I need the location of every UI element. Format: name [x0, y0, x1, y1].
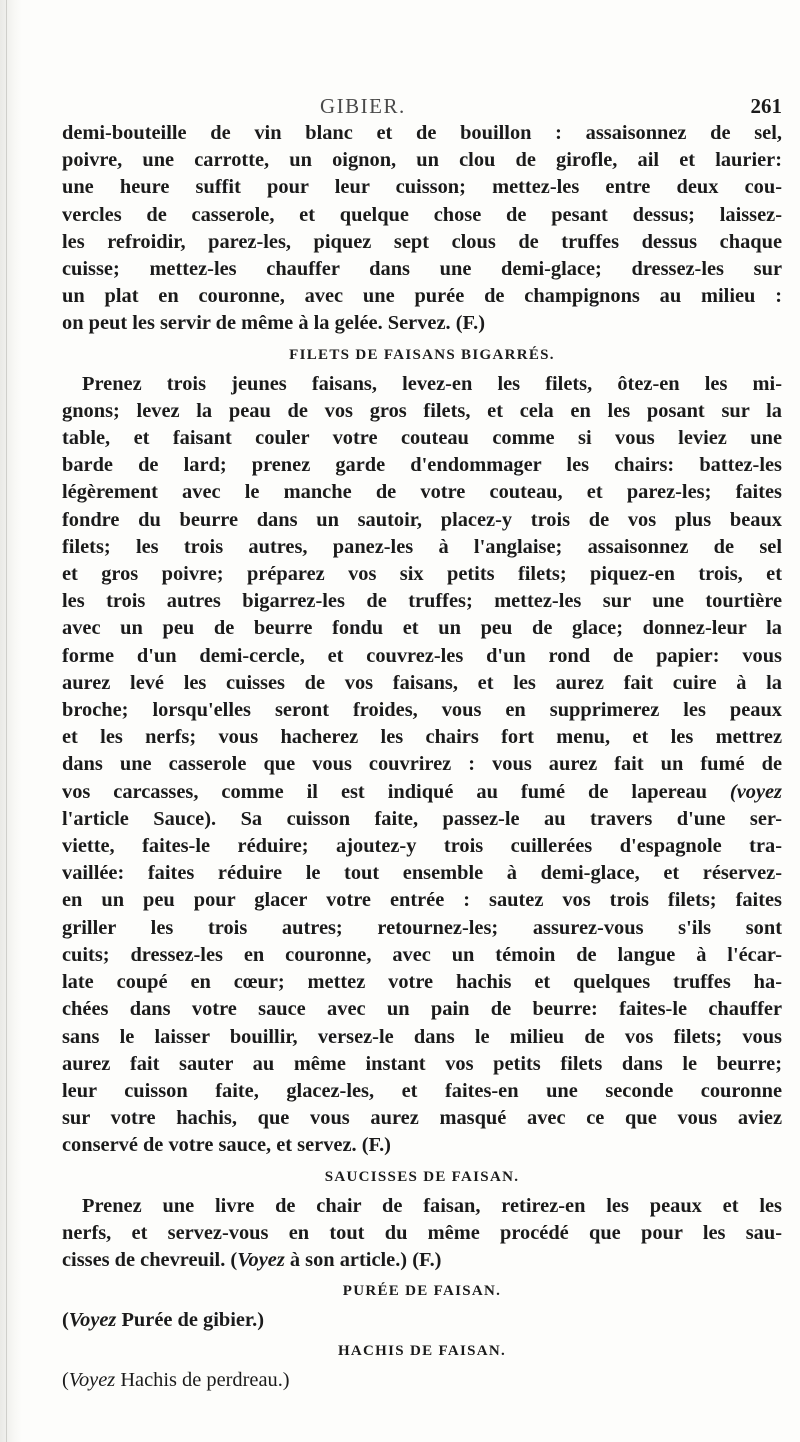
text-line: les trois autres bigarrez-les de truffes; mettez-les sur une tourtière: [62, 590, 782, 613]
puree-reference: [62, 1307, 782, 1334]
text-line: et les nerfs; vous hacherez les chairs fort menu, et les mettrez: [62, 726, 782, 749]
text-fragment: à son article.) (F.): [284, 1248, 442, 1271]
text-line: cuisse; mettez-les chauffer dans une demi-glace; dressez-les sur: [62, 258, 782, 281]
text-line: table, et faisant couler votre couteau comme si vous leviez une: [62, 427, 782, 450]
running-head: GIBIER.: [320, 94, 406, 118]
text-line: filets; les trois autres, panez-les à l'anglaise; assaisonnez de sel: [62, 535, 782, 558]
text-line: Prenez une livre de chair de faisan, retirez-en les peaux et les: [82, 1194, 782, 1217]
page-header: [62, 94, 782, 120]
filets-paragraph: [62, 371, 782, 1160]
text-line: l'article Sauce). Sa cuisson faite, passez-le au travers d'une ser-: [62, 807, 782, 830]
text-line: aurez fait sauter au même instant vos petits filets dans le beurre;: [62, 1052, 782, 1075]
text-line: demi-bouteille de vin blanc et de bouillon : assaisonnez de sel,: [62, 122, 782, 144]
intro-paragraph: [62, 120, 782, 338]
page-number: 261: [750, 94, 782, 118]
text-line: cuits; dressez-les en couronne, avec un témoin de langue à l'écar-: [62, 943, 782, 966]
section-title-filets: FILETS DE FAISANS BIGARRÉS.: [289, 346, 555, 363]
text-fragment: (: [230, 1248, 238, 1271]
text-fragment: (: [62, 1369, 69, 1392]
voyez-reference: Voyez: [68, 1309, 117, 1332]
text-line: forme d'un demi-cercle, et couvrez-les d'un rond de papier: vous: [62, 644, 782, 667]
text-line: griller les trois autres; retournez-les; assurez-vous s'ils sont: [62, 916, 782, 939]
text-line: conservé de votre sauce, et servez. (F.): [62, 1134, 391, 1157]
text-fragment: Hachis de perdreau.): [115, 1369, 290, 1392]
text-line: leur cuisson faite, glacez-les, et faites-en une seconde couronne: [62, 1079, 782, 1102]
section-title-hachis: HACHIS DE FAISAN.: [337, 1343, 507, 1360]
text-line: poivre, une carrotte, un oignon, un clou de girofle, ail et laurier:: [62, 149, 782, 172]
text-line: dans une casserole que vous couvrirez : vous aurez fait un fumé de: [62, 753, 782, 776]
text-line: et gros poivre; préparez vos six petits filets; piquez-en trois, et: [62, 563, 782, 586]
voyez-reference: Voyez: [237, 1248, 285, 1271]
text-line: late coupé en cœur; mettez votre hachis et quelques truffes ha-: [62, 971, 782, 994]
scan-edge: [0, 0, 22, 1442]
text-line: avec un peu de beurre fondu et un peu de glace; donnez-leur la: [62, 617, 782, 640]
saucisses-paragraph: [62, 1193, 782, 1275]
voyez-reference: (voyez: [729, 780, 782, 803]
text-line: vaillée: faites réduire le tout ensemble à demi-glace, et réservez-: [62, 862, 782, 885]
text-line: on peut les servir de même à la gelée. Servez. (F.): [62, 312, 485, 335]
text-line: viette, faites-le réduire; ajoutez-y trois cuillerées d'espagnole tra-: [62, 835, 782, 858]
scan-shadow-line: [6, 0, 7, 1442]
text-line: sur votre hachis, que vous aurez masqué avec ce que vous aviez: [62, 1107, 782, 1130]
text-line: gnons; levez la peau de vos gros filets, et cela en les posant sur la: [62, 399, 782, 422]
text-line: Prenez trois jeunes faisans, levez-en les filets, ôtez-en les mi-: [82, 372, 782, 395]
text-line: [62, 779, 782, 806]
text-line: un plat en couronne, avec une purée de champignons au milieu :: [62, 285, 782, 308]
section-title-puree: PURÉE DE FAISAN.: [342, 1283, 502, 1300]
text-line: les refroidir, parez-les, piquez sept clous de truffes dessus chaque: [62, 230, 782, 253]
text-line: nerfs, et servez-vous en tout du même procédé que pour les sau-: [62, 1221, 782, 1244]
text-line: broche; lorsqu'elles seront froides, vous en supprimerez les peaux: [62, 699, 782, 722]
text-line: en un peu pour glacer votre entrée : sautez vos trois filets; faites: [62, 889, 782, 912]
text-line: aurez levé les cuisses de vos faisans, et les aurez fait cuire à la: [62, 671, 782, 694]
text-line: une heure suffit pour leur cuisson; mettez-les entre deux cou-: [62, 176, 782, 199]
text-fragment: Purée de gibier.): [116, 1309, 264, 1332]
book-page: [62, 94, 782, 1395]
text-line: [62, 1247, 782, 1274]
text-line: fondre du beurre dans un sautoir, placez-y trois de vos plus beaux: [62, 508, 782, 531]
text-line: légèrement avec le manche de votre couteau, et parez-les; faites: [62, 481, 782, 504]
text-line: barde de lard; prenez garde d'endommager les chairs: battez-les: [62, 454, 782, 477]
voyez-reference: Voyez: [68, 1369, 116, 1392]
hachis-reference: [62, 1367, 782, 1394]
text-line: vercles de casserole, et quelque chose de pesant dessus; laissez-: [62, 203, 782, 226]
text-fragment: cisses de chevreuil.: [62, 1248, 226, 1271]
text-fragment: (: [62, 1309, 69, 1332]
section-title-saucisses: SAUCISSES DE FAISAN.: [324, 1168, 520, 1185]
text-line: chées dans votre sauce avec un pain de beurre: faites-le chauffer: [62, 998, 782, 1021]
text-fragment: vos carcasses, comme il est indiqué au fumé de lapereau: [62, 780, 707, 803]
text-line: sans le laisser bouillir, versez-le dans le milieu de vos filets; vous: [62, 1025, 782, 1048]
